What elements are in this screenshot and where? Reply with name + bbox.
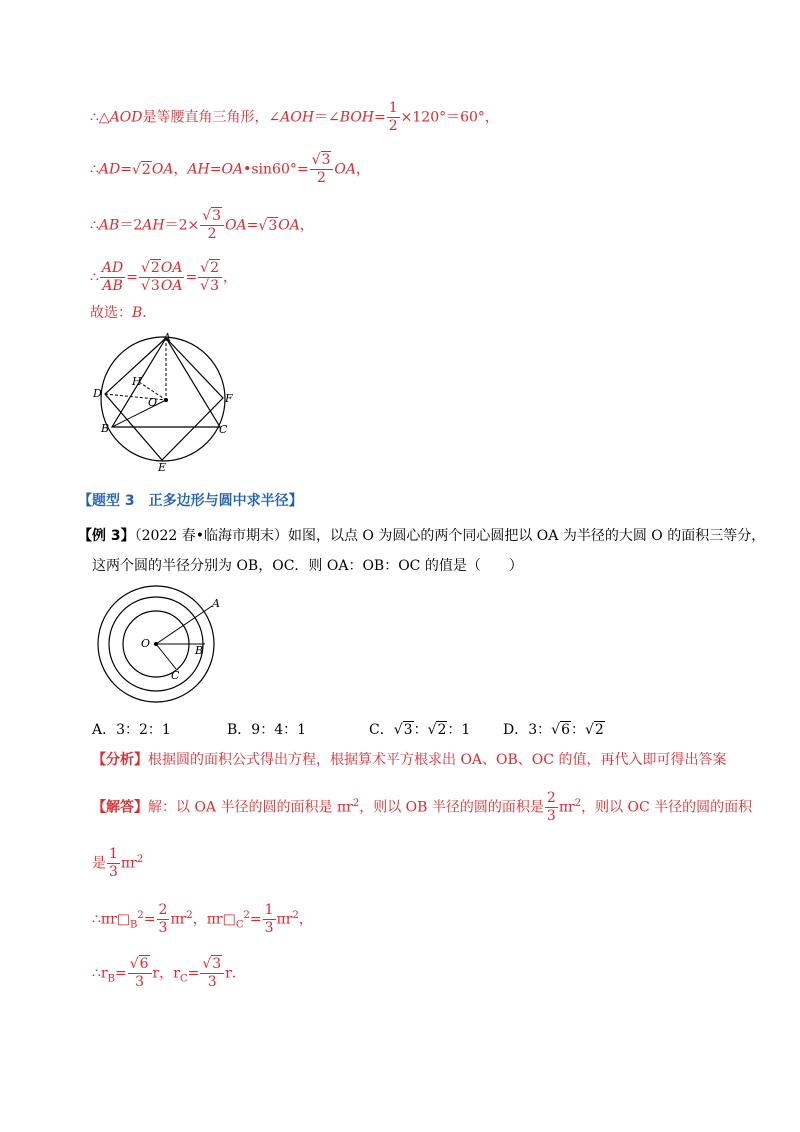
fig1-label-F: F xyxy=(225,392,233,405)
choice-a[interactable]: A．3：2：1 xyxy=(92,722,171,738)
choice-d[interactable]: D．3：√6：√2 xyxy=(503,722,604,738)
fig2-label-B: B xyxy=(195,644,204,657)
fig1-label-C: C xyxy=(219,423,228,436)
answer-line-3: $\therefore\pi r□_B^2=$ $\frac{2}{3}$ $\pi r^2$，$\pi r□_C^2=$ $\frac{1}{3}$ $\pi r^2$， xyxy=(92,902,313,936)
example-line-1: 【例 3】（2022 春•临海市期末）如图，以点 O 为圆心的两个同心圆把以 OA 为半径的大圆 O 的面积三等分， xyxy=(78,528,766,544)
fig1-label-D: D xyxy=(93,387,102,400)
analysis-line: 【分析】根据圆的面积公式得出方程，根据算术平方根求出 OA、OB、OC 的值，再代入即可得出答案 xyxy=(92,752,727,768)
fig1-label-B: B xyxy=(101,422,110,435)
solution-line-2: ∴AD=√2OA，AH=OA•sin60°= $\frac{√3}{2}$ OA， xyxy=(90,152,371,186)
solution-line-4: ∴ $\frac{AD}{AB}$ = $\frac{√2OA}{√3OA}$ = $\frac{√2}{√3}$ ， xyxy=(90,260,238,294)
fig2-label-A: A xyxy=(212,597,220,610)
answer-choice-line: 故选：B． xyxy=(90,305,157,321)
answer-line-2: 是 $\frac{1}{3}$ $\pi r^2$ xyxy=(92,846,144,880)
fig1-label-E: E xyxy=(158,461,167,474)
fig2-label-O: O xyxy=(141,637,151,650)
solution-line-1: ∴△AOD是等腰直角三角形，∠AOH＝∠BOH= $\frac{1}{2}$ ×120°＝60°， xyxy=(90,100,499,134)
figure-concentric-circles xyxy=(88,582,228,707)
example-line-2: 这两个圆的半径分别为 OB，OC．则 OA：OB：OC 的值是（ ） xyxy=(92,558,523,574)
fraction: $\frac{1}{2}$ xyxy=(388,100,398,134)
figure-inscribed-square-triangle xyxy=(90,332,240,474)
answer-line-1: 【解答】解：以 OA 半径的圆的面积是 $\pi r^2$，则以 OB 半径的圆的面积是 $\frac{2}{3}$ $\pi r^2$，则以 OC 半径的圆的面积 xyxy=(92,790,753,824)
solution-line-3: ∴AB＝2AH＝2× $\frac{√3}{2}$ OA=√3OA， xyxy=(90,208,314,242)
choice-c[interactable]: C．√3：√2：1 xyxy=(369,722,471,738)
section-title: 【题型 3 正多边形与圆中求半径】 xyxy=(78,493,303,509)
answer-line-4: $\therefore r_B=$ $\frac{√6}{3}$ r，$r_C=$ $\frac{√3}{3}$ r． xyxy=(92,956,246,990)
fig1-label-O: O xyxy=(148,396,158,409)
fig1-label-A: A xyxy=(163,332,171,344)
fig1-label-H: H xyxy=(132,375,142,388)
fig2-label-C: C xyxy=(171,669,180,682)
choice-b[interactable]: B．9：4：1 xyxy=(227,722,307,738)
